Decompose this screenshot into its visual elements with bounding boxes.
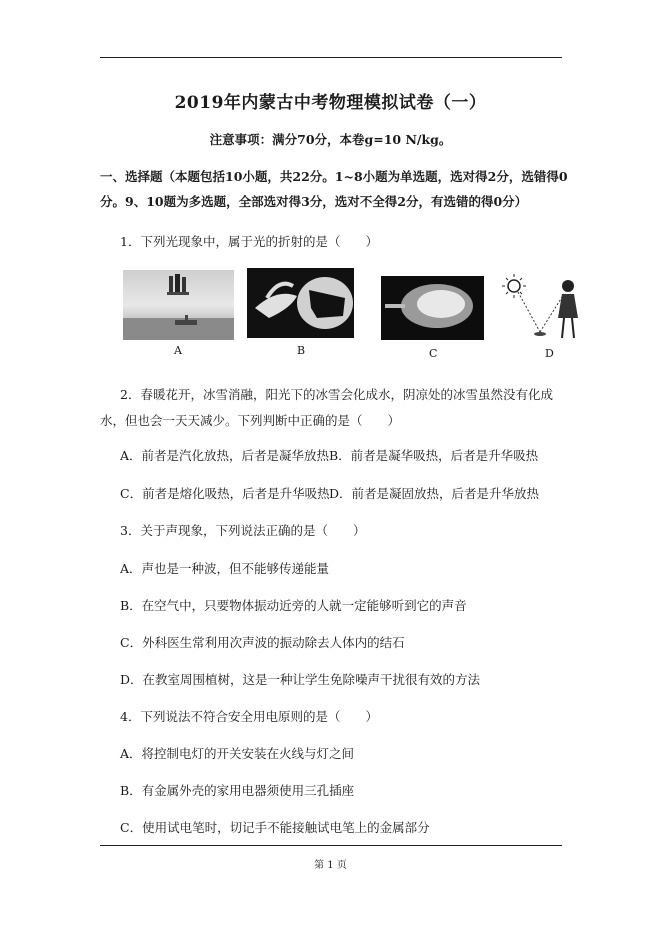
figure-c <box>381 276 484 340</box>
question-2-option-b: B．前者是凝华吸热，后者是升华吸热 <box>329 448 539 463</box>
figure-d <box>500 274 588 344</box>
question-3-option-d: D．在教室周围植树，这是一种让学生免除噪声干扰很有效的方法 <box>120 672 481 687</box>
top-rule <box>100 57 562 58</box>
question-3-option-a: A．声也是一种波，但不能够传递能量 <box>120 561 330 576</box>
question-4-option-c: C．使用试电笔时，切记手不能接触试电笔上的金属部分 <box>120 820 430 835</box>
question-4-stem: 4．下列说法不符合安全用电原则的是（ ） <box>120 709 378 724</box>
section-heading: 一、选择题（本题包括10小题，共22分。1~8小题为单选题，选对得2分，选错得0分。9、10题为多选题，全部选对得3分，选对不全得2分，有选错的得0分） <box>100 169 568 209</box>
question-4-option-b: B．有金属外壳的家用电器须使用三孔插座 <box>120 783 355 798</box>
question-2-option-a: A．前者是汽化放热，后者是凝华放热 <box>120 448 330 463</box>
figure-a <box>123 270 234 340</box>
question-2-option-c: C．前者是熔化吸热，后者是升华吸热 <box>120 486 330 501</box>
bottom-rule <box>100 845 562 846</box>
hand-shadow-photo-icon <box>247 268 354 338</box>
question-3-option-c: C．外科医生常利用次声波的振动除去人体内的结石 <box>120 635 405 650</box>
notice: 注意事项：满分70分，本卷g=10 N/kg。 <box>209 132 452 147</box>
figure-b <box>247 268 354 338</box>
question-2-stem: 2．春暖花开，冰雪消融，阳光下的冰雪会化成水，阴凉处的冰雪虽然没有化成水，但也会一天天减少。下列判断中正确的是（ ） <box>100 387 553 428</box>
figure-c-label: C <box>429 347 438 360</box>
question-3-stem: 3．关于声现象，下列说法正确的是（ ） <box>120 523 366 538</box>
magnifier-photo-icon <box>381 276 484 340</box>
question-1-stem: 1．下列光现象中，属于光的折射的是（ ） <box>120 234 378 249</box>
question-4-option-a: A．将控制电灯的开关安装在火线与灯之间 <box>120 746 355 761</box>
page-title: 2019年内蒙古中考物理模拟试卷（一） <box>174 93 487 113</box>
mirage-photo-icon <box>123 270 234 340</box>
question-2-option-d: D．前者是凝固放热，后者是升华放热 <box>329 486 540 501</box>
figure-d-label: D <box>545 347 554 360</box>
page-number: 第 1 页 <box>314 860 347 871</box>
sun-girl-drawing-icon <box>500 274 588 344</box>
question-3-option-b: B．在空气中，只要物体振动近旁的人就一定能够听到它的声音 <box>120 598 467 613</box>
figure-a-label: A <box>174 344 182 357</box>
figure-b-label: B <box>297 344 306 357</box>
